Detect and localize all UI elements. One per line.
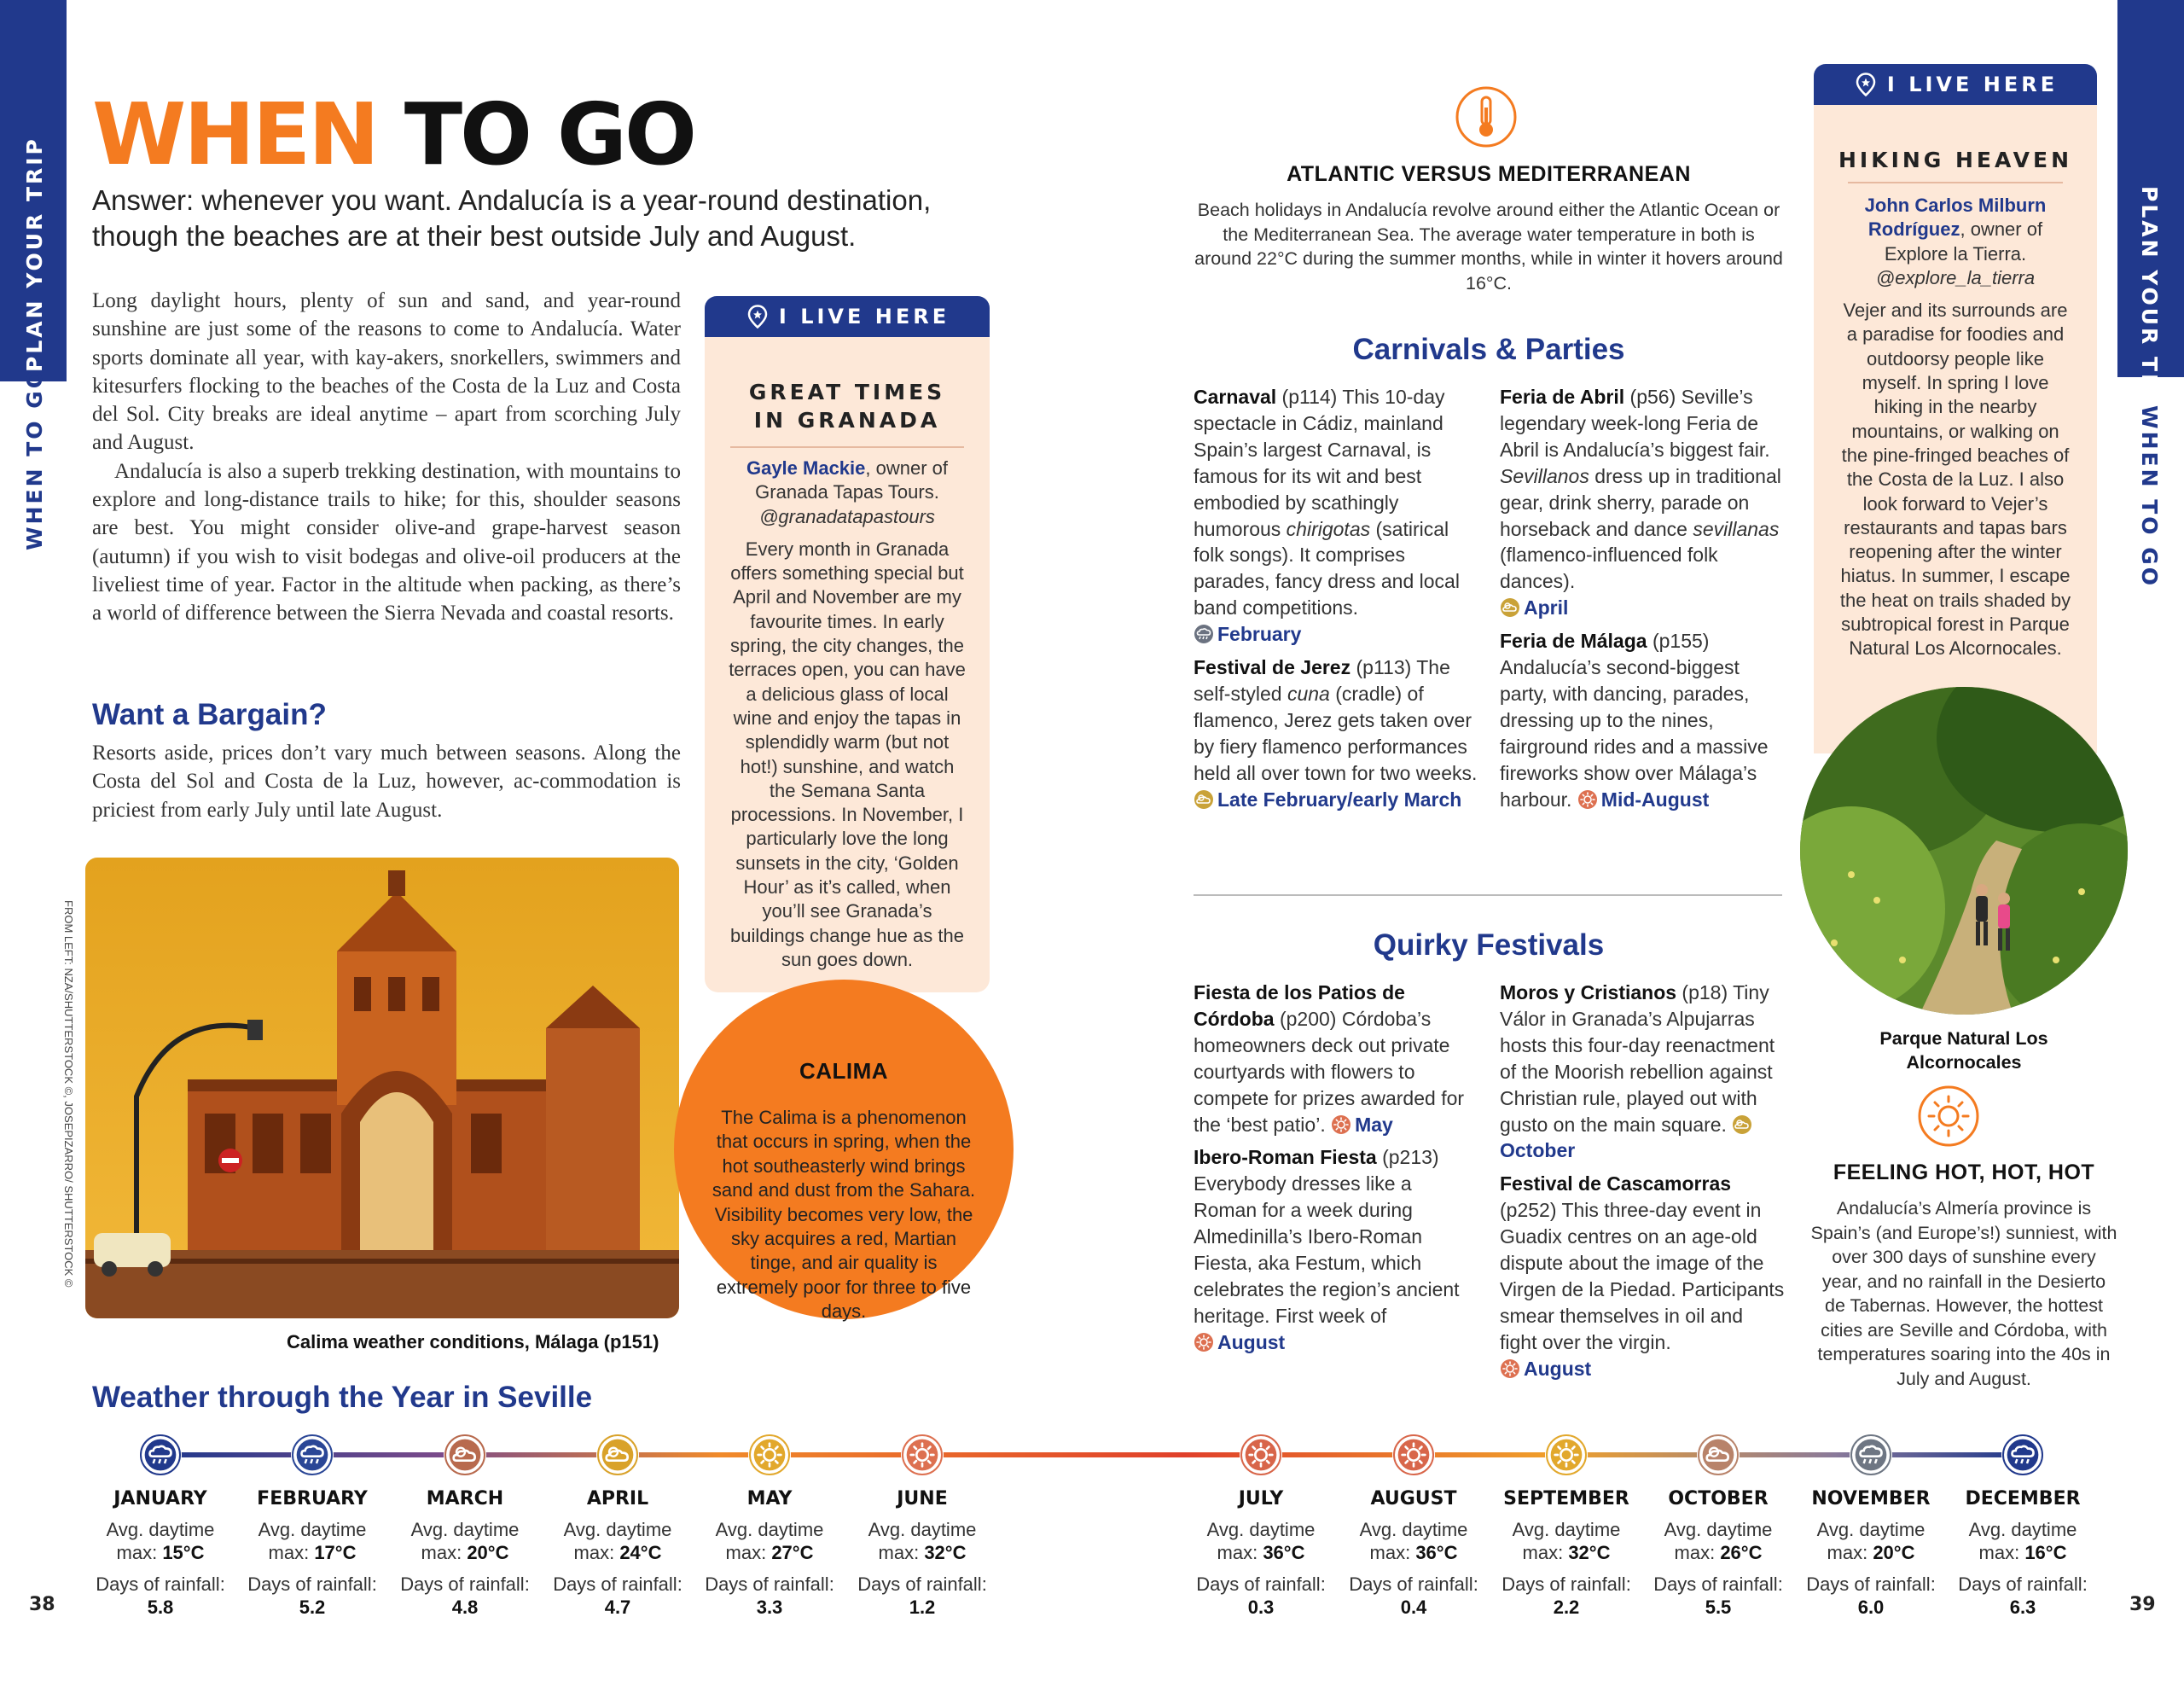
festival-ref: (p213) [1376,1146,1439,1169]
cloud-icon [596,1434,639,1476]
festival-entry [1500,384,1785,621]
festival-month: April [1500,596,1568,619]
temp-value: max: 36°C [1369,1542,1458,1563]
weather-month-december [1947,1488,2099,1619]
hiking-photo [1800,687,2128,1015]
weather-month-march [389,1488,541,1619]
weather-month-april [542,1488,694,1619]
weather-month-november [1795,1488,1947,1619]
festival-ref: (p18) [1676,981,1728,1003]
month-name: JUNE [897,1488,948,1509]
rain-label: Days of rainfall: [1349,1573,1478,1595]
right-section-label: WHEN TO GO [2137,405,2162,588]
rain-label: Days of rainfall: [1958,1573,2088,1595]
temp-label: Avg. daytime [410,1519,520,1540]
festival-ref: (p114) [1276,386,1338,408]
festival-ref: (p155) [1647,630,1710,653]
temp-label: Avg. daytime [1968,1519,2077,1540]
festival-month: August [1194,1331,1285,1353]
bargain-text: Resorts aside, prices don’t vary much between seasons. Along the Costa del Sol and Costa de la Luz, however, ac-commodation is priciest from early July until late August. [92,742,681,822]
photo-credit: FROM LEFT: NZA/SHUTTERSTOCK ©, JOSEPIZARRO/ SHUTTERSTOCK © [62,900,75,1288]
month-name: JANUARY [113,1488,207,1509]
rain-value: 6.3 [2009,1597,2036,1618]
festival-name: Festival de Cascamorras [1500,1172,1732,1195]
author-name: John Carlos Milburn Rodríguez [1864,195,2047,241]
body-paragraph-1: Long daylight hours, plenty of sun and sand, and year-round sunshine are just some of the reasons to come to Andalucía. Water sports dominate all year, with kay-akers, snorkellers, swimmers and kitesurfers flocking to the beaches of the Costa de la Luz and Costa del Sol. City breaks are ideal anytime – apart from scorching July and August. [92,289,681,455]
sun-icon [1577,789,1598,810]
festival-text: Andalucía’s second-biggest party, with dancing, parades, dressing up to the nines, fairground rides and a massive fireworks show over Málaga’s harbour. [1500,656,1769,811]
month-name: DECEMBER [1965,1488,2081,1509]
live-here-box-granada [705,337,990,992]
festival-month: Late February/early March [1194,788,1461,811]
atlantic-text: Beach holidays in Andalucía revolve around either the Atlantic Ocean or the Mediterranean Sea. The average water temperature in both is around 22°C during the summer months, while in winter it hovers around 16°C. [1194,200,1783,294]
calima-title: CALIMA [799,1058,889,1084]
weather-month-january [84,1488,236,1619]
weather-month-october [1642,1488,1794,1619]
festival-name: Moros y Cristianos [1500,981,1677,1003]
carnivals-left-column [1194,384,1478,813]
live-here-label: I LIVE HERE [1886,73,2059,96]
right-tab-label: PLAN YOUR TRIP [2137,186,2162,422]
festival-text: Everybody dresses like a Roman for a week during Almedinilla’s Ibero-Roman Fiesta, aka Festum, which celebrates the region’s ancient heritage. First week of [1194,1172,1460,1327]
festival-entry [1194,980,1478,1137]
sun-icon [1500,1358,1520,1379]
rain-value: 4.8 [451,1597,479,1618]
temp-value: max: 15°C [116,1542,205,1563]
cloud-icon [1500,597,1520,618]
live-here-text: Every month in Granada offers something special but April and November are my favourite times. In early spring, the city changes, the terraces open, you can have a delicious glass of local wine and enjoy the tapas in splendidly warm (but not hot!) sunshine, and watch the Semana Santa processions. In November, I particularly love the long sunsets in the city, ‘Golden Hour’ as it’s called, when you’ll see Granada’s buildings change hue as the sun goes down. [729,538,966,970]
temp-label: Avg. daytime [563,1519,672,1540]
rain-value: 0.4 [1400,1597,1427,1618]
sun-icon [1392,1434,1435,1476]
temp-label: Avg. daytime [106,1519,215,1540]
rain-label: Days of rainfall: [400,1573,530,1595]
month-name: JULY [1238,1488,1284,1509]
rain-label: Days of rainfall: [1806,1573,1936,1595]
live-here-divider [1848,182,2063,183]
temp-value: max: 24°C [573,1542,662,1563]
rain-value: 5.5 [1705,1597,1732,1618]
page-title [92,84,694,184]
sun-icon [901,1434,944,1476]
map-pin-icon [745,304,770,329]
temp-value: max: 32°C [1522,1542,1611,1563]
live-here-title: GREAT TIMES IN GRANADA [748,380,946,433]
festival-entry [1500,980,1785,1164]
weather-month-september [1490,1488,1642,1619]
calima-circle [674,980,1014,1323]
hot-title: FEELING HOT, HOT, HOT [1833,1160,2095,1184]
festival-ref: (p113) [1350,656,1412,679]
cloud-icon [1732,1114,1752,1135]
map-pin-icon [1853,72,1879,97]
month-name: FEBRUARY [257,1488,368,1509]
temp-value: max: 16°C [1978,1542,2067,1563]
temp-value: max: 20°C [1827,1542,1915,1563]
live-here-text: Vejer and its surrounds are a paradise for foodies and outdoorsy people like myself. In spring I love hiking in the nearby mountains, or walking on the pine-fringed beaches of the Costa de la Luz. I also look forward to Vejer’s restaurants and tapas bars reopening after the winter hiatus. In summer, I escape the heat on trails shaded by subtropical forest in Parque Natural Los Alcornocales. [1839,300,2071,660]
temp-label: Avg. daytime [1512,1519,1621,1540]
bargain-heading: Want a Bargain? [92,698,327,731]
cloud-icon [444,1434,486,1476]
calima-text: The Calima is a phenomenon that occurs in spring, when the hot southeasterly wind brings sand and dust from the Sahara. Visibility becomes very low, the sky acquires a red, Martian tinge, and air quality is extremely poor for three to five days. [712,1107,976,1323]
festival-name: Ibero-Roman Fiesta [1194,1146,1377,1169]
rain-label: Days of rainfall: [553,1573,682,1595]
carnivals-heading: Carnivals & Parties [1352,333,1625,366]
festival-ref: (p200) [1274,1007,1337,1030]
rain-value: 1.2 [909,1597,936,1618]
live-here-box-hiking [1814,105,2097,753]
festival-text: This 10-day spectacle in Cádiz, mainland Spain’s largest Carnaval, is famous for its wit and best embodied by scathingly humorous chirigotas (satirical folk songs). It comprises parades, fancy dress and local band competitions. [1194,386,1460,619]
festival-entry [1194,384,1478,648]
festival-ref: (p56) [1624,386,1676,408]
left-section-label: WHEN TO GO [22,368,47,550]
weather-heading: Weather through the Year in Seville [92,1381,593,1414]
rain-icon [1194,624,1214,644]
sun-icon [1194,1332,1214,1352]
rain-value: 4.7 [604,1597,631,1618]
festival-month: May [1331,1114,1393,1136]
left-tab-label: PLAN YOUR TRIP [22,137,47,372]
month-name: AUGUST [1370,1488,1457,1509]
weather-month-june [846,1488,998,1619]
rain-icon [1850,1434,1892,1476]
live-here-header-hiking [1814,64,2097,105]
quirky-heading: Quirky Festivals [1373,928,1605,962]
weather-month-may [694,1488,845,1619]
temp-value: max: 32°C [878,1542,967,1563]
festival-name: Carnaval [1194,386,1277,408]
month-name: OCTOBER [1668,1488,1769,1509]
temp-label: Avg. daytime [1664,1519,1773,1540]
month-name: MAY [746,1488,793,1509]
festival-name: Festival de Jerez [1194,656,1351,679]
body-text [92,287,681,628]
rain-icon [2001,1434,2044,1476]
festival-name: Feria de Abril [1500,386,1625,408]
weather-month-july [1185,1488,1337,1619]
month-name: APRIL [586,1488,649,1509]
rain-icon [139,1434,182,1476]
temp-value: max: 36°C [1217,1542,1305,1563]
temp-label: Avg. daytime [258,1519,367,1540]
temp-label: Avg. daytime [1206,1519,1316,1540]
temp-value: max: 26°C [1674,1542,1763,1563]
temp-label: Avg. daytime [1816,1519,1926,1540]
author-name: Gayle Mackie [746,457,866,479]
live-here-divider [730,446,964,448]
festival-month: August [1500,1358,1591,1380]
rain-value: 2.2 [1553,1597,1580,1618]
festival-entry [1500,1171,1785,1381]
carnivals-right-column [1500,384,1785,813]
quirky-right-column [1500,980,1785,1382]
live-here-body [729,457,966,972]
rain-label: Days of rainfall: [705,1573,834,1595]
thermometer-icon [1455,85,1518,148]
temp-label: Avg. daytime [1359,1519,1468,1540]
rain-value: 5.8 [147,1597,174,1618]
weather-month-february [236,1488,388,1619]
author-handle: @granadatapastours [759,505,935,527]
author-handle: @explore_la_tierra [1875,266,2036,288]
temp-label: Avg. daytime [715,1519,824,1540]
festival-name: Fiesta de los Patios de Córdoba [1194,981,1405,1030]
sun-icon [1545,1434,1588,1476]
festival-name: Feria de Málaga [1500,630,1647,653]
quirky-left-column [1194,980,1478,1356]
sun-icon [1240,1434,1282,1476]
rain-value: 0.3 [1247,1597,1275,1618]
rain-label: Days of rainfall: [1502,1573,1631,1595]
temp-label: Avg. daytime [868,1519,977,1540]
rain-value: 3.3 [756,1597,783,1618]
section-divider [1194,894,1782,896]
rain-value: 5.2 [299,1597,326,1618]
festival-entry [1194,1144,1478,1355]
title-highlight: WHEN [92,84,377,184]
festival-text: Córdoba’s homeowners deck out private courtyards with flowers to compete for prizes awarded for the ‘best patio’. [1194,1007,1465,1136]
festival-text: The self-styled cuna (cradle) of flamenco, Jerez gets taken over by fiery flamenco performances held all over town for two weeks. [1194,656,1478,784]
sun-icon [1331,1114,1351,1135]
temp-value: max: 17°C [268,1542,357,1563]
intro-text: Answer: whenever you want. Andalucía is a year-round destination, though the beaches are at their best outside July and August. [92,184,932,252]
photo-caption: Calima weather conditions, Málaga (p151) [287,1331,659,1352]
weather-month-august [1338,1488,1490,1619]
page-number-right: 39 [2129,1594,2156,1615]
hiking-photo-caption: Parque Natural Los Alcornocales [1879,1028,2048,1073]
author-role: , owner of Explore la Tierra. [1884,218,2043,265]
rain-label: Days of rainfall: [247,1573,377,1595]
rain-label: Days of rainfall: [1196,1573,1326,1595]
festival-text: Seville’s legendary week-long Feria de Abril is Andalucía’s biggest fair. Sevillanos dress up in traditional gear, drink sherry, parade on horseback and dance sevillanas (flamenco-influenced folk dances). [1500,386,1781,593]
cloud-icon [1194,789,1214,810]
temp-value: max: 27°C [725,1542,814,1563]
rain-icon [291,1434,334,1476]
sun-icon [748,1434,791,1476]
live-here-body [1836,194,2075,661]
live-here-label: I LIVE HERE [778,305,950,329]
rain-label: Days of rainfall: [1653,1573,1783,1595]
temp-value: max: 20°C [421,1542,509,1563]
month-name: MARCH [426,1488,504,1509]
author-role: , owner of Granada Tapas Tours. [755,457,949,503]
live-here-header-granada [705,296,990,337]
cloud-icon [1697,1434,1740,1476]
malaga-market-photo [85,858,679,1318]
festival-text: Tiny Válor in Granada’s Alpujarras hosts this four-day reenactment of the Moorish rebellion against Christian rule, played out with gusto on the main square. [1500,981,1775,1136]
month-name: SEPTEMBER [1503,1488,1629,1509]
atlantic-title: ATLANTIC VERSUS MEDITERRANEAN [1287,162,1691,186]
rain-label: Days of rainfall: [857,1573,987,1595]
page-number-left: 38 [29,1594,55,1615]
month-name: NOVEMBER [1811,1488,1931,1509]
festival-month: February [1194,623,1301,645]
hot-text: Andalucía’s Almería province is Spain’s (and Europe’s!) sunniest, with over 300 days of sunshine every year, and no rainfall in the Desierto de Tabernas. However, the hottest cities are Seville and Córdoba, with temperatures soaring into the 40s in July and August. [1810,1198,2117,1389]
rain-value: 6.0 [1857,1597,1885,1618]
festival-entry [1194,654,1478,812]
title-rest: TO GO [404,84,694,184]
festival-entry [1500,628,1785,812]
festival-month: Mid-August [1577,788,1709,811]
festival-month: October [1500,1114,1756,1162]
live-here-title: HIKING HEAVEN [1838,148,2073,172]
sun-icon [1917,1085,1980,1148]
festival-text: (p252) This three-day event in Guadix centres on an age-old dispute about the image of the Virgen de la Piedad. Participants smear themselves in oil and fight over the virgin. [1500,1199,1785,1353]
rain-label: Days of rainfall: [96,1573,225,1595]
body-paragraph-2: Andalucía is also a superb trekking destination, with mountains to explore and long-distance trails to hike; for this, shoulder seasons are best. You might consider olive-and grape-harvest season (autumn) if you wish to visit bodegas and olive-oil producers at the liveliest time of year. Factor in the altitude when packing, as there’s a world of difference between the Sierra Nevada and coastal resorts. [92,459,681,625]
